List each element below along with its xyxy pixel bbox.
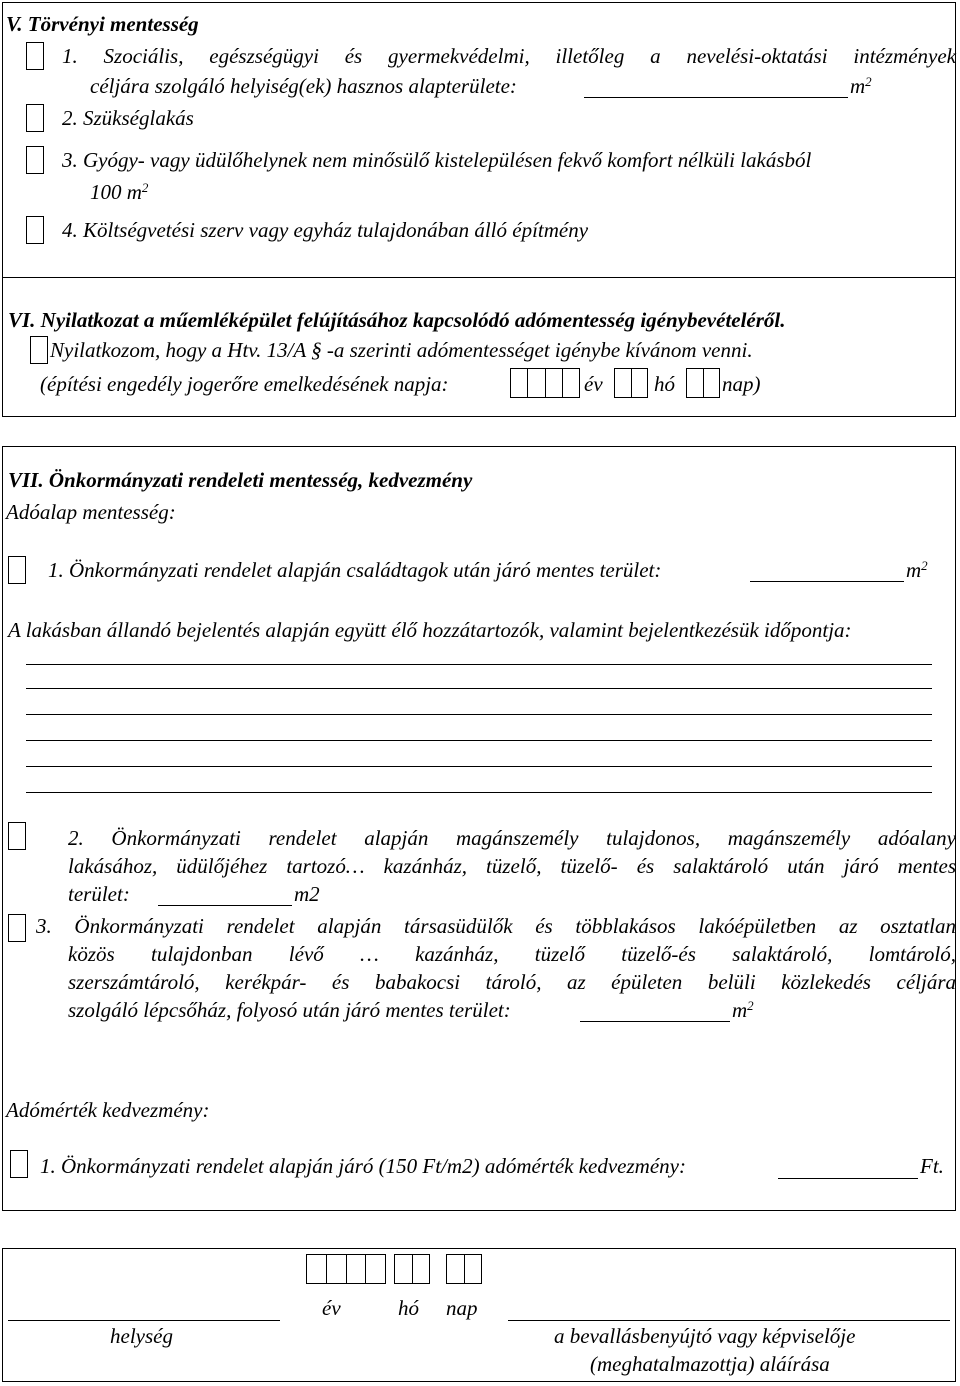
household-line-3[interactable] [26, 714, 932, 715]
shared-area-line[interactable] [580, 1021, 730, 1022]
discount-amount-line[interactable] [778, 1178, 918, 1179]
discount-title: Adómérték kedvezmény: [6, 1098, 210, 1122]
family-area-line[interactable] [750, 581, 904, 582]
section-5-title: V. Törvényi mentesség [6, 12, 199, 36]
year-boxes[interactable] [510, 368, 580, 398]
month-boxes[interactable] [614, 368, 648, 398]
checkbox-private-owner[interactable] [8, 822, 26, 850]
private-owner-line3: terület: [68, 882, 130, 906]
household-line-4[interactable] [26, 740, 932, 741]
day-boxes[interactable] [686, 368, 720, 398]
section-7-title: VII. Önkormányzati rendeleti mentesség, kedvezmény [8, 468, 473, 492]
shared-line1: 3. Önkormányzati rendelet alapján társasüdülők és többlakásos lakóépületben az osztatlan [36, 914, 956, 938]
signer-line[interactable] [508, 1320, 950, 1321]
signature-day-label: nap [446, 1296, 478, 1320]
discount-text: 1. Önkormányzati rendelet alapján járó (150 Ft/m2) adómérték kedvezmény: [40, 1154, 686, 1178]
private-owner-unit: m2 [294, 882, 320, 906]
date-prefix: (építési engedély jogerőre emelkedésének napja: [40, 372, 449, 396]
checkbox-item-1[interactable] [26, 42, 44, 70]
shared-unit: $m^2$ [732, 998, 754, 1022]
signer-label-line2: (meghatalmazottja) aláírása [590, 1352, 830, 1376]
item-4-text: 4. Költségvetési szerv vagy egyház tulajdonában álló építmény [62, 218, 589, 242]
item-1-text-line2: céljára szolgáló helyiség(ek) hasznos alapterülete: [90, 74, 517, 98]
shared-line3: szerszámtároló, kerékpár- és babakocsi tároló, az épületen belüli közlekedés céljára [68, 970, 956, 994]
household-line-1[interactable] [26, 664, 932, 665]
place-label: helység [110, 1324, 173, 1348]
checkbox-shared[interactable] [8, 914, 26, 942]
private-owner-area-line[interactable] [158, 905, 292, 906]
section-6-title: VI. Nyilatkozat a műemléképület felújításához kapcsolódó adómentesség igénybevételéről. [8, 308, 786, 332]
checkbox-item-2[interactable] [26, 104, 44, 132]
item-1-area-line[interactable] [584, 97, 848, 98]
day-label: nap) [722, 372, 761, 396]
place-line[interactable] [8, 1320, 280, 1321]
household-line-2[interactable] [26, 688, 932, 689]
private-owner-line2: lakásához, üdülőjéhez tartozó… kazánház, tüzelő, tüzelő- és salaktároló után járó mentes [68, 854, 956, 878]
shared-line2: közös tulajdonban lévő … kazánház, tüzelő tüzelő-és salaktároló, lomtároló, [68, 942, 956, 966]
item-3-text-line2: 100 $m^2$ [90, 180, 149, 204]
family-area-text: 1. Önkormányzati rendelet alapján családtagok után járó mentes terület: [48, 558, 662, 582]
household-line-5[interactable] [26, 766, 932, 767]
item-1-text-line1: 1. Szociális, egészségügyi és gyermekvédelmi, illetőleg a nevelési-oktatási intézmények [62, 44, 956, 68]
household-line-6[interactable] [26, 792, 932, 793]
private-owner-line1: 2. Önkormányzati rendelet alapján magánszemély tulajdonos, magánszemély adóalany [68, 826, 956, 850]
household-text: A lakásban állandó bejelentés alapján együtt élő hozzátartozók, valamint bejelentkezésük időpontja: [8, 618, 852, 642]
signature-month-boxes[interactable] [394, 1254, 430, 1284]
signature-month-label: hó [398, 1296, 419, 1320]
shared-line4: szolgáló lépcsőház, folyosó után járó mentes terület: [68, 998, 511, 1022]
statement-text: Nyilatkozom, hogy a Htv. 13/A § -a szerinti adómentességet igénybe kívánom venni. [50, 338, 753, 362]
checkbox-family-area[interactable] [8, 556, 26, 584]
family-area-unit: $m^2$ [906, 558, 928, 582]
discount-unit: Ft. [920, 1154, 944, 1178]
checkbox-statement[interactable] [30, 336, 48, 364]
signer-label-line1: a bevallásbenyújtó vagy képviselője [554, 1324, 856, 1348]
year-label: év [584, 372, 603, 396]
signature-year-boxes[interactable] [306, 1254, 386, 1284]
item-3-text-line1: 3. Gyógy- vagy üdülőhelynek nem minősülő kistelepülésen fekvő komfort nélküli lakásból [62, 148, 812, 172]
month-label: hó [654, 372, 675, 396]
section-7-subtitle: Adóalap mentesség: [6, 500, 176, 524]
item-1-unit: $m^2$ [850, 74, 872, 98]
checkbox-item-4[interactable] [26, 216, 44, 244]
signature-day-boxes[interactable] [446, 1254, 482, 1284]
signature-year-label: év [322, 1296, 341, 1320]
checkbox-item-3[interactable] [26, 146, 44, 174]
item-2-text: 2. Szükséglakás [62, 106, 194, 130]
checkbox-discount[interactable] [10, 1150, 28, 1178]
